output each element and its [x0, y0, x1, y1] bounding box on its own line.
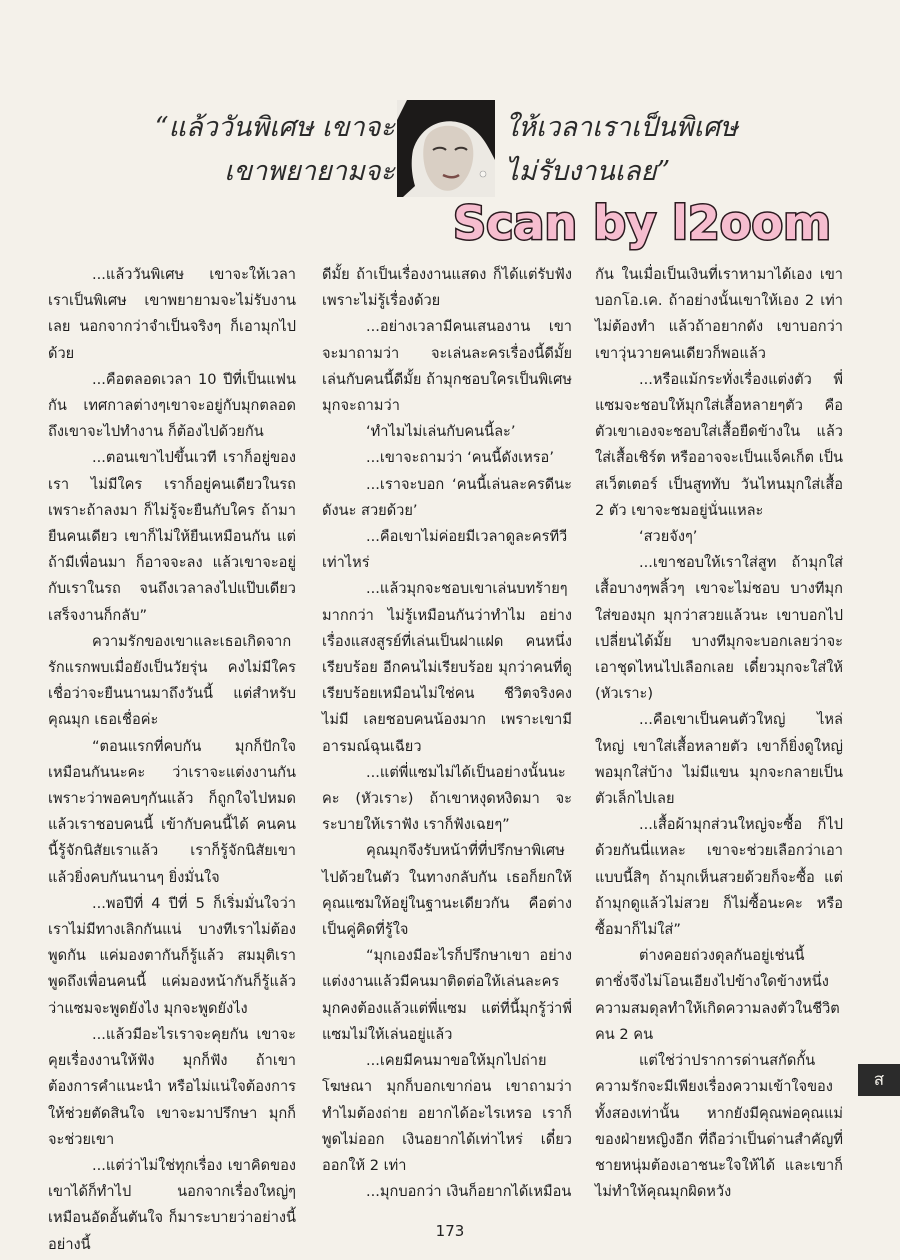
- pull-quote-left: [155, 106, 395, 194]
- pull-quote-left-line-1: “แล้ววันพิเศษ เขาจะ: [154, 112, 395, 143]
- article-paragraph: ...แต่ว่าไม่ใช่ทุกเรื่อง เขาคิดของเขาได้ก็ทำไป นอกจากเรื่องใหญ่ๆเหมือนอัดอั้นตันใจ ก็มาระบายว่าอย่างนี้อย่างนี้: [48, 1156, 296, 1253]
- article-paragraph: ...แล้ววันพิเศษ เขาจะให้เวลาเราเป็นพิเศษ เขาพยายามจะไม่รับงานเลย นอกจากว่าจำเป็นจริงๆ ก็เอามุกไปด้วย: [48, 266, 296, 362]
- article-column-1: [48, 262, 296, 1258]
- article-paragraph: ...อย่างเวลามีคนเสนองาน เขาจะมาถามว่า จะเล่นละครเรื่องนี้ดีมั้ย เล่นกับคนนี้ดีมั้ย ถ้ามุกชอบใครเป็นพิเศษ มุกจะถามว่า: [322, 318, 572, 415]
- pull-quote-right-line-1: ให้เวลาเราเป็นพิเศษ: [505, 112, 738, 143]
- pull-quote-right-line-2: ไม่รับงานเลย”: [505, 156, 671, 187]
- article-paragraph: ...คือตลอดเวลา 10 ปีที่เป็นแฟนกัน เทศกาลต่างๆเขาจะอยู่กับมุกตลอด ถึงเขาจะไปทำงาน ก็ต้องไปด้วยกัน: [48, 370, 296, 441]
- pull-quote-left-line-2: เขาพยายามจะ: [224, 156, 395, 187]
- article-paragraph: ...แล้วมุกจะชอบเขาเล่นบทร้ายๆ มากกว่า ไม่รู้เหมือนกันว่าทำไม อย่างเรื่องแสงสูรย์ที่เล่นเป็นฝาแฝด คนหนึ่งเรียบร้อย อีกคนไม่เรียบร้อย มุกว่าคนที่ดูเรียบร้อยเหมือนไม่ใช่คน ชีวิตจริงคงไม่มี เลยชอบคนน้องมาก เพราะเขามีอารมณ์ฉุนเฉียว: [322, 580, 572, 755]
- watermark-text: Scan by l2oom: [452, 196, 832, 250]
- scan-watermark: [432, 192, 852, 254]
- article-paragraph: แต่ใช่ว่าปราการด่านสกัดกั้นความรักจะมีเพียงเรื่องความเข้าใจของทั้งสองเท่านั้น หากยังมีคุณพ่อคุณแม่ของฝ่ายหญิงอีก ที่ถือว่าเป็นด่านสำคัญที่ชายหนุ่มต้องเอาชนะใจให้ได้ และเขาก็ไม่ทำให้คุณมุกผิดหวัง: [595, 1052, 843, 1201]
- article-paragraph: ‘ทำไมไม่เล่นกับคนนี้ละ’: [366, 423, 516, 441]
- article-paragraph: ...เสื้อผ้ามุกส่วนใหญ่จะซื้อ ก็ไปด้วยกันนี่แหละ เขาจะช่วยเลือกว่าเอาแบบนี้สิๆ ถ้ามุกเห็นสวยด้วยก็จะซื้อ แต่ถ้ามุกดูแล้วไม่สวย ก็ไม่ซื้อนะคะ หรือซื้อมาก็ไม่ใส่”: [595, 816, 843, 939]
- article-paragraph: ...เคยมีคนมาขอให้มุกไปถ่ายโฆษณา มุกก็บอกเขาก่อน เขาถามว่าทำไมต้องถ่าย อยากได้อะไรเหรอ เราก็พูดไม่ออก เงินอยากได้เท่าไหร่ เดี๋ยวออกให้ 2 เท่า: [322, 1052, 572, 1174]
- portrait-illustration: [397, 100, 495, 197]
- article-paragraph: ...หรือแม้กระทั่งเรื่องแต่งตัว พี่แซมจะชอบให้มุกใส่เสื้อหลายๆตัว คือตัวเขาเองจะชอบใส่เสื้อยืดข้างใน แล้วใส่เสื้อเชิร์ต หรืออาจจะเป็นแจ็คเก็ต เป็นสเว็ตเตอร์ เป็นสูททับ วันไหนมุกใส่เสื้อ 2 ตัว เขาจะชมอยู่นั่นแหละ: [595, 370, 843, 519]
- portrait-photo: [397, 100, 495, 197]
- article-column-3: [595, 262, 843, 1205]
- article-paragraph: ...พอปีที่ 4 ปีที่ 5 ก็เริ่มมั่นใจว่าเราไม่มีทางเลิกกันแน่ บางทีเราไม่ต้องพูดกัน แค่มองตากันก็รู้แล้ว สมมุติเราพูดถึงเพื่อนคนนี้ แค่มองหน้ากันก็รู้แล้วว่าแซมจะพูดยังไง มุกจะพูดยังไง: [48, 894, 296, 1017]
- article-column-2: [322, 262, 572, 1205]
- article-paragraph: “ตอนแรกที่คบกัน มุกก็ปักใจเหมือนกันนะคะ ว่าเราจะแต่งงานกัน เพราะว่าพอคบๆกันแล้ว ก็ถูกใจไปหมด แล้วเราชอบคนนี้ เข้ากับคนนี้ได้ คนคนนี้รู้จักนิสัยเราแล้ว เราก็รู้จักนิสัยเขา แล้วยิ่งคบกันนานๆ ยิ่งมั่นใจ: [48, 737, 296, 886]
- article-paragraph: ‘สวยจังๆ’: [639, 528, 698, 546]
- page-number: 173: [435, 1222, 465, 1240]
- article-paragraph: กัน ในเมื่อเป็นเงินที่เราหามาได้เอง เขาบอกโอ.เค. ถ้าอย่างนั้นเขาให้เอง 2 เท่า ไม่ต้องทำ แล้วถ้าอยากดัง เขาบอกว่าเขาวุ่นวายคนเดียวก็พอแล้ว: [595, 266, 843, 362]
- pull-quote-right: [505, 106, 738, 194]
- article-paragraph: ...เราจะบอก ‘คนนี้เล่นละครดีนะ ดังนะ สวยด้วย’: [322, 475, 572, 519]
- article-paragraph: ...คือเขาไม่ค่อยมีเวลาดูละครทีวีเท่าไหร่: [322, 528, 568, 572]
- article-paragraph: ...แล้วมีอะไรเราจะคุยกัน เขาจะคุยเรื่องงานให้ฟัง มุกก็ฟัง ถ้าเขาต้องการคำแนะนำ หรือไม่แน่ใจต้องการให้ช่วยตัดสินใจ เขาจะมาปรึกษา มุกก็จะช่วยเขา: [48, 1025, 296, 1148]
- article-paragraph: ต่างคอยถ่วงดุลกันอยู่เช่นนี้ ตาชั่งจึงไม่โอนเอียงไปข้างใดข้างหนึ่ง ความสมดุลทำให้เกิดความลงตัวในชีวิตคน 2 คน: [595, 947, 840, 1043]
- article-paragraph: “มุกเองมีอะไรก็ปรึกษาเขา อย่างแต่งงานแล้วมีคนมาติดต่อให้เล่นละคร มุกคงต้องแล้วแต่พี่แซม แต่ที่นี้มุกรู้ว่าพี่แซมไม่ให้เล่นอยู่แล้ว: [322, 947, 572, 1043]
- article-paragraph: ...มุกบอกว่า เงินก็อยากได้เหมือน: [366, 1183, 572, 1201]
- article-paragraph: ความรักของเขาและเธอเกิดจากรักแรกพบเมื่อยังเป็นวัยรุ่น คงไม่มีใครเชื่อว่าจะยืนนานมาถึงวันนี้ แต่สำหรับคุณมุก เธอเชื่อค่ะ: [48, 632, 296, 729]
- article-paragraph: ...เขาชอบให้เราใส่สูท ถ้ามุกใส่เสื้อบางๆพลิ้วๆ เขาจะไม่ชอบ บางทีมุกใส่ของมุก มุกว่าสวยแล้วนะ เขาบอกไปเปลี่ยนได้มั้ย บางทีมุกจะบอกเลยว่าจะเอาชุดไหนไปเลือกเลย เดี๋ยวมุกจะใส่ให้ (หัวเราะ): [595, 554, 843, 703]
- article-paragraph: ...คือเขาเป็นคนตัวใหญ่ ไหล่ใหญ่ เขาใส่เสื้อหลายตัว เขาก็ยิ่งดูใหญ่ พอมุกใส่บ้าง ไม่มีแขน มุกจะกลายเป็นตัวเล็กไปเลย: [595, 711, 843, 808]
- article-paragraph: คุณมุกจึงรับหน้าที่ที่ปรึกษาพิเศษไปด้วยในตัว ในทางกลับกัน เธอก็ยกให้คุณแซมให้อยู่ในฐานะเดียวกัน คือต่างเป็นคู่คิดที่รู้ใจ: [322, 842, 572, 939]
- article-paragraph: ...เขาจะถามว่า ‘คนนี้ดังเหรอ’: [366, 449, 554, 467]
- article-paragraph: ...ตอนเขาไปขึ้นเวที เราก็อยู่ของเรา ไม่มีใคร เราก็อยู่คนเดียวในรถ เพราะถ้าลงมา ก็ไม่รู้จะยืนกับใคร ถ้ามายืนคนเดียว เขาก็ไม่ให้ยืนเหมือนกัน แต่ถ้ามีเพื่อนมา ก็อาจจะลง แล้วเขาจะอยู่กับเราในรถ จนถึงเวลาลงไปแป๊บเดียว เสร็จงานก็กลับ”: [48, 449, 296, 624]
- article-paragraph: ดีมั้ย ถ้าเป็นเรื่องงานแสดง ก็ได้แต่รับฟัง เพราะไม่รู้เรื่องด้วย: [322, 266, 572, 310]
- section-tab: ส: [858, 1064, 900, 1096]
- article-paragraph: ...แต่พี่แซมไม่ได้เป็นอย่างนั้นนะคะ (หัวเราะ) ถ้าเขาหงุดหงิดมา จะระบายให้เราฟัง เราก็ฟังเฉยๆ”: [322, 763, 572, 834]
